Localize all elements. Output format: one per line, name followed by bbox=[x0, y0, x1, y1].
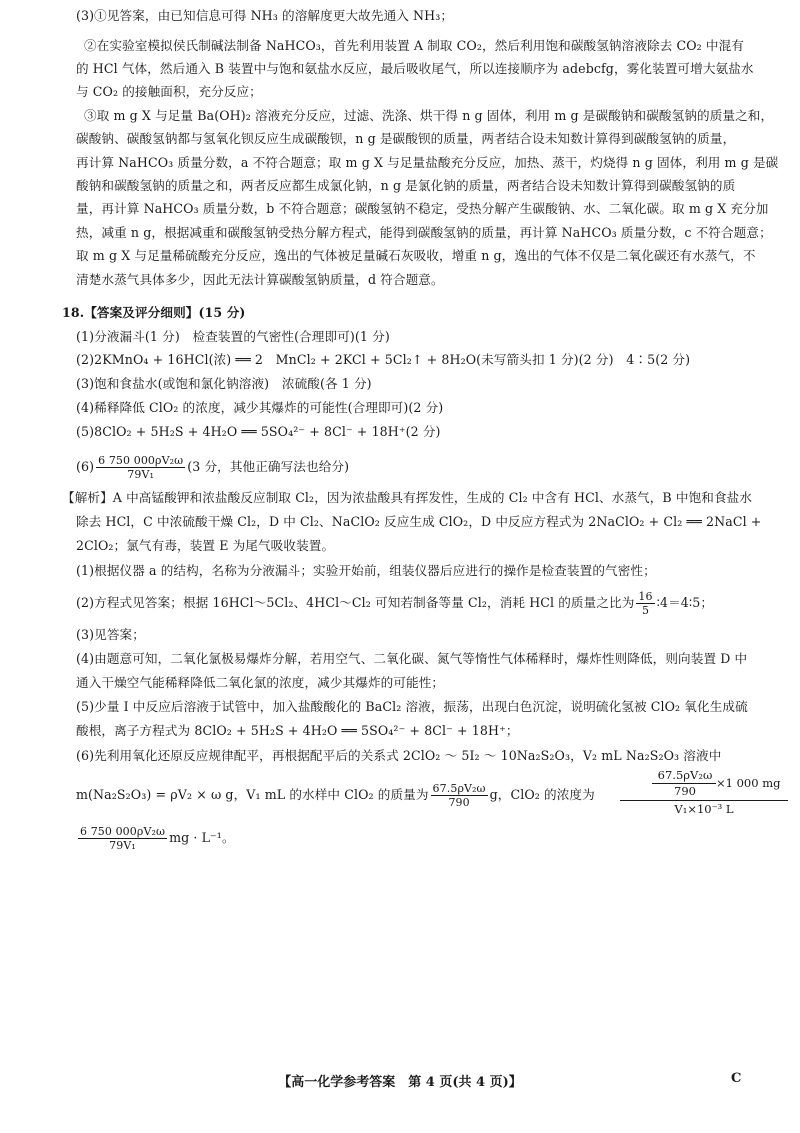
explain-6-result-denominator: 79V₁ bbox=[109, 839, 136, 852]
answer-6-numerator: 6 750 000ρV₂ω bbox=[98, 454, 184, 467]
q17-line-6: 碳酸钠、碳酸氢钠都与氢氧化钡反应生成碳酸钡，n g 是碳酸钡的质量，两者结合设未知数计算得到碳酸氢钠的质量， bbox=[76, 131, 736, 146]
explain-2-numerator: 16 bbox=[638, 590, 653, 603]
explain-6-mass-fraction bbox=[431, 782, 488, 809]
analysis-line-3: 2ClO₂；氯气有毒，装置 E 为尾气吸收装置。 bbox=[76, 538, 335, 553]
explain-2-denominator: 5 bbox=[641, 604, 650, 617]
explain-6-result-fraction bbox=[78, 825, 167, 852]
q17-line-4: 与 CO₂ 的接触面积，充分反应； bbox=[76, 84, 262, 99]
explain-4-line-1: (4)由题意可知，二氧化氯极易爆炸分解，若用空气、二氧化碳、氮气等惰性气体稀释时，爆炸性则降低，则向装置 D 中 bbox=[76, 651, 748, 666]
explain-2-fraction bbox=[636, 590, 654, 617]
explain-2 bbox=[76, 588, 744, 618]
q17-line-2: ②在实验室模拟侯氏制碱法制备 NaHCO₃，首先利用装置 A 制取 CO₂，然后利用饱和碳酸氢钠溶液除去 CO₂ 中混有 bbox=[84, 38, 744, 53]
explain-6-line-3 bbox=[76, 823, 744, 853]
answer-6-fraction bbox=[96, 454, 185, 481]
q17-line-7: 再计算 NaHCO₃ 质量分数，a 不符合题意；取 m g X 与足量盐酸充分反应，加热、蒸干，灼烧得 n g 固体，利用 m g 是碳 bbox=[76, 155, 779, 170]
version-mark: C bbox=[731, 1071, 742, 1086]
q18-answer-6 bbox=[76, 452, 744, 482]
q17-line-5: ③取 m g X 与足量 Ba(OH)₂ 溶液充分反应，过滤、洗涤、烘干得 n g 固体，利用 m g 是碳酸钠和碳酸氢钠的质量之和， bbox=[84, 108, 774, 123]
q17-line-1: (3)①见答案，由已知信息可得 NH₃ 的溶解度更大故先通入 NH₃； bbox=[76, 8, 454, 23]
q18-answer-5: (5)8ClO₂ + 5H₂S + 4H₂O ══ 5SO₄²⁻ + 8Cl⁻ + 18H⁺(2 分) bbox=[76, 424, 441, 439]
q18-answer-4: (4)稀释降低 ClO₂ 的浓度，减少其爆炸的可能性(合理即可)(2 分) bbox=[76, 400, 444, 415]
q17-line-12: 清楚水蒸气具体多少，因此无法计算碳酸氢钠质量，d 符合题意。 bbox=[76, 272, 444, 287]
explain-6-result-unit: mg · L⁻¹。 bbox=[169, 830, 235, 845]
explain-5-line-1: (5)少量 I 中反应后溶液于试管中，加入盐酸酸化的 BaCl₂ 溶液，振荡，出现白色沉淀，说明硫化氢被 ClO₂ 氧化生成硫 bbox=[76, 699, 748, 714]
explain-6-result-numerator: 6 750 000ρV₂ω bbox=[80, 825, 166, 838]
explain-6-mass-numerator: 67.5ρV₂ω bbox=[432, 782, 486, 795]
q17-line-9: 量，再计算 NaHCO₃ 质量分数，b 不符合题意；碳酸氢钠不稳定，受热分解产生碳酸钠、水、二氧化碳。取 m g X 充分加 bbox=[76, 201, 769, 216]
explain-2-suffix: ∶4＝4∶5； bbox=[656, 595, 714, 610]
answer-6-suffix: (3 分，其他正确写法也给分) bbox=[187, 459, 350, 474]
explain-1: (1)根据仪器 a 的结构，名称为分液漏斗；实验开始前，组装仪器后应进行的操作是检查装置的气密性； bbox=[76, 563, 656, 578]
outer-numerator-tail: ×1 000 mg bbox=[716, 776, 781, 790]
explain-5-line-2: 酸根，离子方程式为 8ClO₂ + 5H₂S + 4H₂O ══ 5SO₄²⁻ + 8Cl⁻ + 18H⁺； bbox=[76, 723, 519, 738]
explain-6-conc-text: g，ClO₂ 的浓度为 bbox=[489, 787, 595, 802]
outer-denominator: V₁×10⁻³ L bbox=[674, 802, 734, 816]
q18-answer-2: (2)2KMnO₄ + 16HCl(浓) ══ 2 MnCl₂ + 2KCl + 5Cl₂↑ + 8H₂O(未写箭头扣 1 分)(2 分) 4∶5(2 分) bbox=[76, 352, 691, 367]
outer-fraction-bar bbox=[620, 800, 788, 801]
inner-denominator: 790 bbox=[674, 784, 696, 798]
analysis-line-1: 【解析】A 中高锰酸钾和浓盐酸反应制取 Cl₂，因为浓盐酸具有挥发性，生成的 Cl₂ 中含有 HCl、水蒸气，B 中饱和食盐水 bbox=[62, 490, 753, 505]
answer-6-denominator: 79V₁ bbox=[127, 468, 155, 481]
q18-answer-1: (1)分液漏斗(1 分) 检查装置的气密性(合理即可)(1 分) bbox=[76, 329, 390, 344]
inner-numerator: 67.5ρV₂ω bbox=[657, 768, 713, 782]
q17-line-10: 热，减重 n g，根据减重和碳酸氢钠受热分解方程式，能得到碳酸氢钠的质量，再计算 NaHCO₃ 质量分数，c 不符合题意； bbox=[76, 225, 772, 240]
q17-line-8: 酸钠和碳酸氢钠的质量之和，两者反应都生成氯化钠，n g 是氯化钠的质量，两者结合设未知数计算得到碳酸氢钠的质 bbox=[76, 178, 736, 193]
analysis-line-2: 除去 HCl，C 中浓硫酸干燥 Cl₂，D 中 Cl₂、NaClO₂ 反应生成 ClO₂，D 中反应方程式为 2NaClO₂ + Cl₂ ══ 2NaCl + bbox=[76, 514, 762, 529]
explain-6-line-1: (6)先利用氧化还原反应规律配平，再根据配平后的关系式 2ClO₂ ～ 5I₂ ～ 10Na₂S₂O₃，V₂ mL Na₂S₂O₃ 溶液中 bbox=[76, 748, 722, 763]
explain-2-prefix: (2)方程式见答案；根据 16HCl～5Cl₂、4HCl～Cl₂ 可知若制备等量 Cl₂，消耗 HCl 的质量之比为 bbox=[76, 595, 635, 610]
q17-line-3: 的 HCl 气体，然后通入 B 装置中与饱和氨盐水反应，最后吸收尾气，所以连接顺序为 adebcfg，雾化装置可增大氨盐水 bbox=[76, 61, 754, 76]
q17-line-11: 取 m g X 与足量稀硫酸充分反应，逸出的气体被足量碱石灰吸收，增重 n g，逸出的气体不仅是二氧化碳还有水蒸气，不 bbox=[76, 248, 756, 263]
q18-header: 18.【答案及评分细则】(15 分) bbox=[62, 305, 246, 320]
explain-6-mass-denominator: 790 bbox=[448, 796, 470, 809]
explain-6-line-2 bbox=[76, 780, 616, 810]
answer-6-prefix: (6) bbox=[76, 459, 95, 474]
page-footer: 【高一化学参考答案 第 4 页(共 4 页)】 bbox=[278, 1075, 522, 1090]
explain-3: (3)见答案； bbox=[76, 627, 145, 642]
explain-4-line-2: 通入干燥空气能稀释降低二氧化氯的浓度，减少其爆炸的可能性； bbox=[76, 675, 445, 690]
explain-6-mass-text: m(Na₂S₂O₃) = ρV₂ × ω g，V₁ mL 的水样中 ClO₂ 的质量为 bbox=[76, 787, 429, 802]
q18-answer-3: (3)饱和食盐水(或饱和氯化钠溶液) 浓硫酸(各 1 分) bbox=[76, 376, 372, 391]
